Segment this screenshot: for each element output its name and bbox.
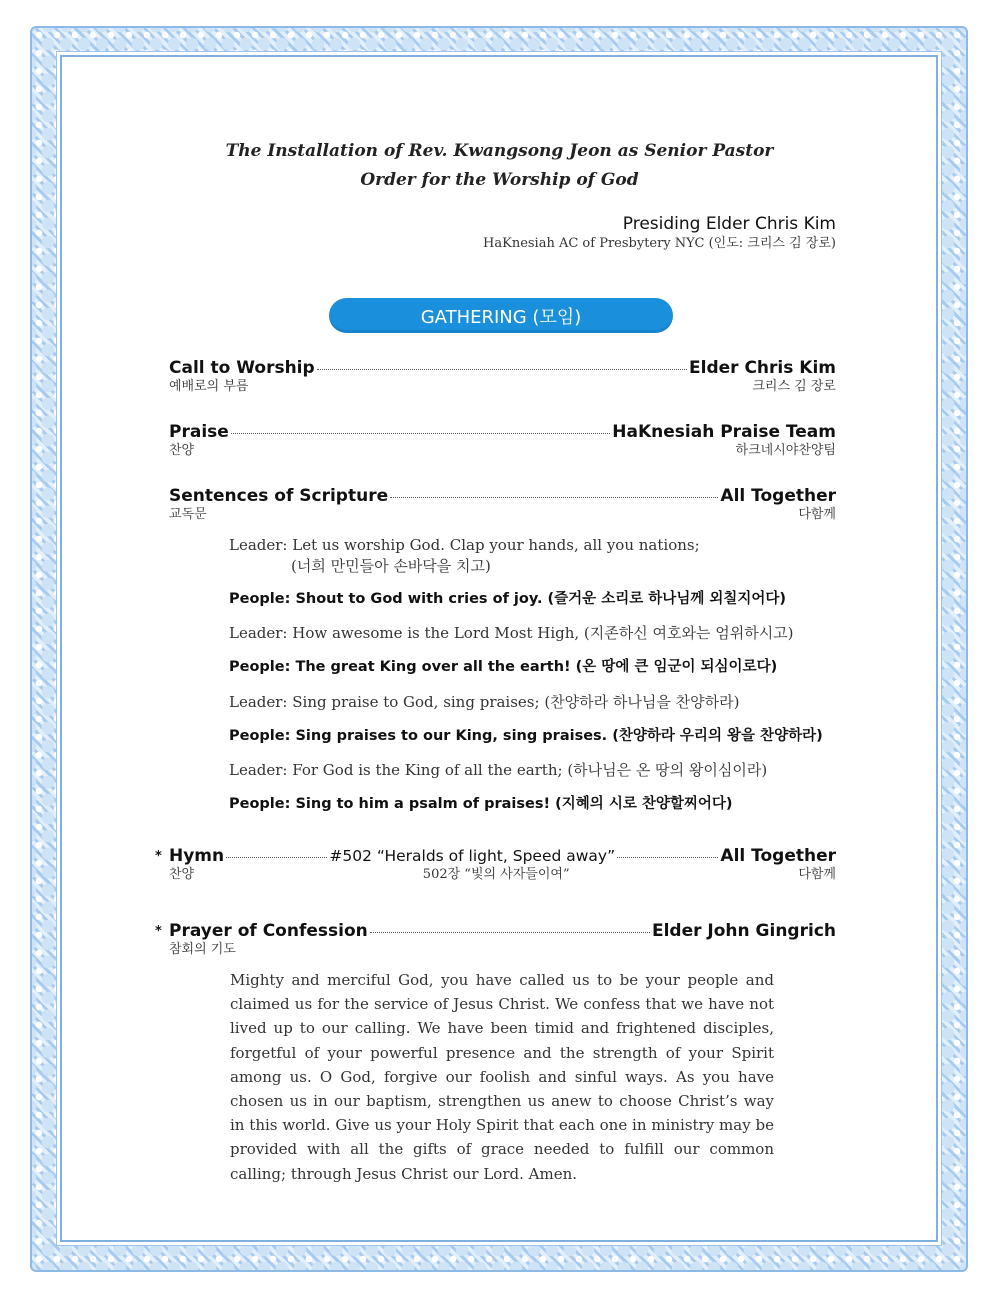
item-leader-korean: 다함께	[798, 867, 836, 882]
presiding-subtitle: HaKnesiah AC of Presbytery NYC (인도: 크리스 김 장로)	[483, 236, 836, 251]
item-title: Hymn	[169, 846, 225, 866]
item-hymn	[155, 846, 836, 884]
section-header-gathering	[329, 298, 673, 333]
responsive-leader-1	[229, 535, 849, 577]
responsive-leader-3: Leader: Sing praise to God, sing praises; (찬양하라 하나님을 찬양하라)	[229, 693, 740, 711]
hymn-title: #502 “Heralds of light, Speed away”	[329, 847, 616, 865]
item-title-korean: 교독문	[169, 507, 207, 522]
item-praise	[169, 422, 836, 460]
responsive-people-2: People: The great King over all the earth! (온 땅에 큰 임군이 되심이로다)	[229, 659, 778, 675]
item-leader-korean: 다함께	[798, 507, 836, 522]
item-leader: Elder John Gingrich	[651, 921, 836, 941]
item-title: Praise	[169, 422, 229, 442]
item-leader-korean: 크리스 김 장로	[752, 379, 836, 394]
item-title-korean: 참회의 기도	[169, 942, 236, 957]
presiding-block	[483, 213, 836, 253]
item-title-korean: 예배로의 부름	[169, 379, 249, 394]
responsive-line: Leader: Let us worship God. Clap your hands, all you nations;	[229, 536, 700, 554]
item-title: Prayer of Confession	[169, 921, 368, 941]
title-line-1: The Installation of Rev. Kwangsong Jeon as Senior Pastor	[225, 141, 774, 161]
prayer-of-confession-text: Mighty and merciful God, you have called us to be your people and claimed us for the service of Jesus Christ. We confess that we have not lived up to our calling. We have been timid and frightened disciples, forgetful of your powerful presence and the strength of your Spirit among us. O God, forgive our foolish and sinful ways. As you have chosen us in our baptism, strengthen us anew to choose Christ’s way in this world. Give us your Holy Spirit that each one in ministry may be provided with all the gifts of grace needed to fulfill our common calling; through Jesus Christ our Lord. Amen.	[230, 971, 774, 1183]
item-title-korean: 찬양	[169, 867, 195, 882]
responsive-people-4: People: Sing to him a psalm of praises! (지혜의 시로 찬양할찌어다)	[229, 796, 733, 812]
responsive-people-1: People: Shout to God with cries of joy. (즐거운 소리로 하나님께 외칠지어다)	[229, 591, 787, 607]
item-leader: HaKnesiah Praise Team	[612, 422, 836, 442]
standing-marker: *	[155, 849, 162, 864]
leader-dots	[226, 857, 327, 858]
item-sentences-of-scripture	[169, 486, 836, 524]
item-title: Sentences of Scripture	[169, 486, 389, 506]
leader-dots	[617, 857, 718, 858]
responsive-people-3: People: Sing praises to our King, sing praises. (찬양하라 우리의 왕을 찬양하라)	[229, 728, 823, 744]
responsive-leader-2: Leader: How awesome is the Lord Most High, (지존하신 여호와는 엄위하시고)	[229, 624, 794, 642]
leader-dots	[317, 369, 687, 370]
item-call-to-worship	[169, 358, 836, 396]
standing-marker: *	[155, 924, 162, 939]
item-prayer-of-confession	[155, 921, 836, 959]
section-header-label: GATHERING (모임)	[420, 306, 582, 328]
presiding-name: Presiding Elder Chris Kim	[622, 214, 836, 234]
item-leader: All Together	[720, 846, 836, 866]
item-leader-korean: 하크네시야찬양팀	[735, 443, 836, 458]
leader-dots	[390, 497, 718, 498]
item-title: Call to Worship	[169, 358, 315, 378]
responsive-line-continuation: (너희 만민들아 손바닥을 치고)	[291, 557, 491, 575]
hymn-title-korean: 502장 “빛의 사자들이여”	[422, 867, 570, 882]
responsive-leader-4: Leader: For God is the King of all the earth; (하나님은 온 땅의 왕이심이라)	[229, 761, 768, 779]
item-leader: All Together	[720, 486, 836, 506]
title-line-2: Order for the Worship of God	[360, 170, 639, 190]
item-title-korean: 찬양	[169, 443, 195, 458]
item-leader: Elder Chris Kim	[689, 358, 836, 378]
leader-dots	[370, 932, 650, 933]
leader-dots	[231, 433, 610, 434]
